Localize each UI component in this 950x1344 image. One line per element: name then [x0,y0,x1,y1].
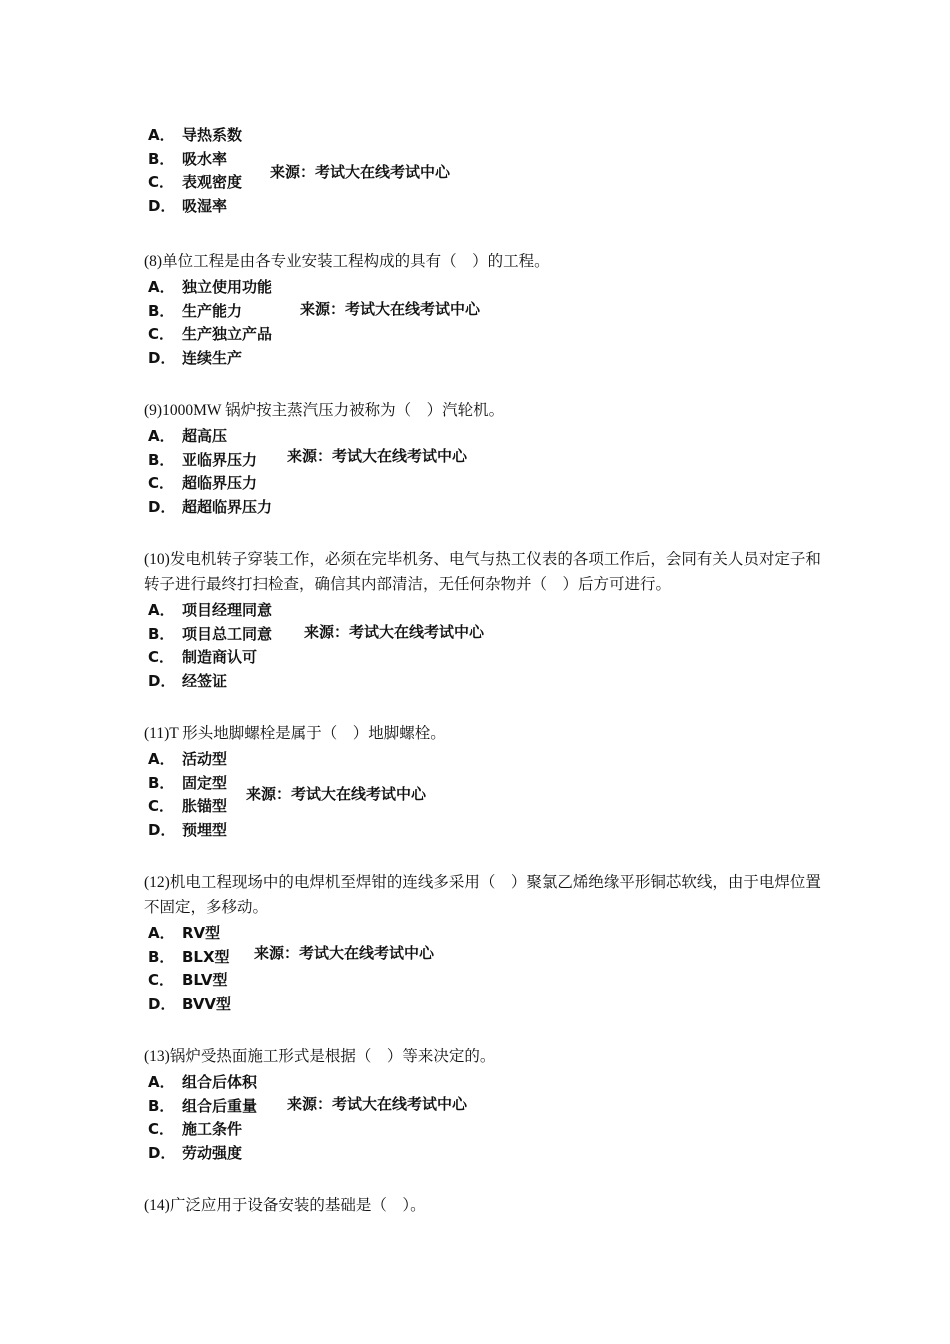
question-stem: (10)发电机转子穿装工作，必须在完毕机务、电气与热工仪表的各项工作后，会同有关人员对定子和转子进行最终打扫检查，确信其内部清洁，无任何杂物并（ ）后方可进行。 [144,551,821,593]
option-c: C． 施工条件 [148,1120,243,1138]
option-a: A． 活动型 [148,750,228,768]
option-c: C． 生产独立产品 [148,325,273,343]
option-b: B． 亚临界压力 [148,450,258,469]
option-a: A． 超高压 [148,427,228,445]
option-d: D． 劳动强度 [148,1143,243,1162]
options-list [144,425,824,519]
option-b: B． 固定型 [148,773,228,792]
options-list [144,276,824,370]
question-stem: (8)单位工程是由各专业安装工程构成的具有（ ）的工程。 [144,253,550,270]
question-block [144,870,824,1016]
options-list [144,1071,824,1165]
source-label: 来源：考试大在线考试中心 [246,785,427,803]
source-label: 来源：考试大在线考试中心 [304,623,485,641]
option-d: D． 经签证 [148,671,228,690]
question-stem: (9)1000MW 锅炉按主蒸汽压力被称为（ ）汽轮机。 [144,402,505,419]
option-a: A． 导热系数 [148,126,243,144]
option-d: D． 吸湿率 [148,196,228,215]
question-stem: (14)广泛应用于设备安装的基础是（ ）。 [144,1197,426,1214]
option-a: A． 组合后体积 [148,1073,258,1091]
options-list [144,748,824,842]
source-label: 来源：考试大在线考试中心 [270,163,451,181]
question-stem: (12)机电工程现场中的电焊机至焊钳的连线多采用（ ）聚氯乙烯绝缘平形铜芯软线，由于电焊位置不固定，多移动。 [144,874,821,916]
source-label: 来源：考试大在线考试中心 [300,300,481,318]
option-c: C． 制造商认可 [148,648,258,666]
question-stem: (13)锅炉受热面施工形式是根据（ ）等来决定的。 [144,1048,496,1065]
question-block [144,721,824,842]
option-a: A． 独立使用功能 [148,278,273,296]
option-a: A． 项目经理同意 [148,601,273,619]
option-a: A． RV型 [148,924,221,942]
option-d: D． 连续生产 [148,348,243,367]
option-c: C． 胀锚型 [148,797,228,815]
options-list [144,922,824,1016]
question-block [144,1193,824,1220]
option-c: C． 表观密度 [148,173,243,191]
option-b: B． 项目总工同意 [148,624,273,643]
option-b: B． BLX型 [148,947,230,966]
source-label: 来源：考试大在线考试中心 [287,447,468,465]
option-d: D． BVV型 [148,994,232,1013]
question-block [144,398,824,519]
option-b: B． 组合后重量 [148,1096,258,1115]
option-b: B． 吸水率 [148,149,228,168]
option-c: C． 超临界压力 [148,474,258,492]
source-label: 来源：考试大在线考试中心 [254,944,435,962]
option-c: C． BLV型 [148,971,228,989]
question-block [144,249,824,370]
question-stem: (11)T 形头地脚螺栓是属于（ ）地脚螺栓。 [144,725,446,742]
source-label: 来源：考试大在线考试中心 [287,1095,468,1113]
question-block [144,1044,824,1165]
option-b: B． 生产能力 [148,301,243,320]
option-d: D． 预埋型 [148,820,228,839]
question-block [144,547,824,693]
options-list [144,599,824,693]
options-list [144,124,824,218]
question-block [144,124,824,218]
option-d: D． 超超临界压力 [148,497,273,516]
